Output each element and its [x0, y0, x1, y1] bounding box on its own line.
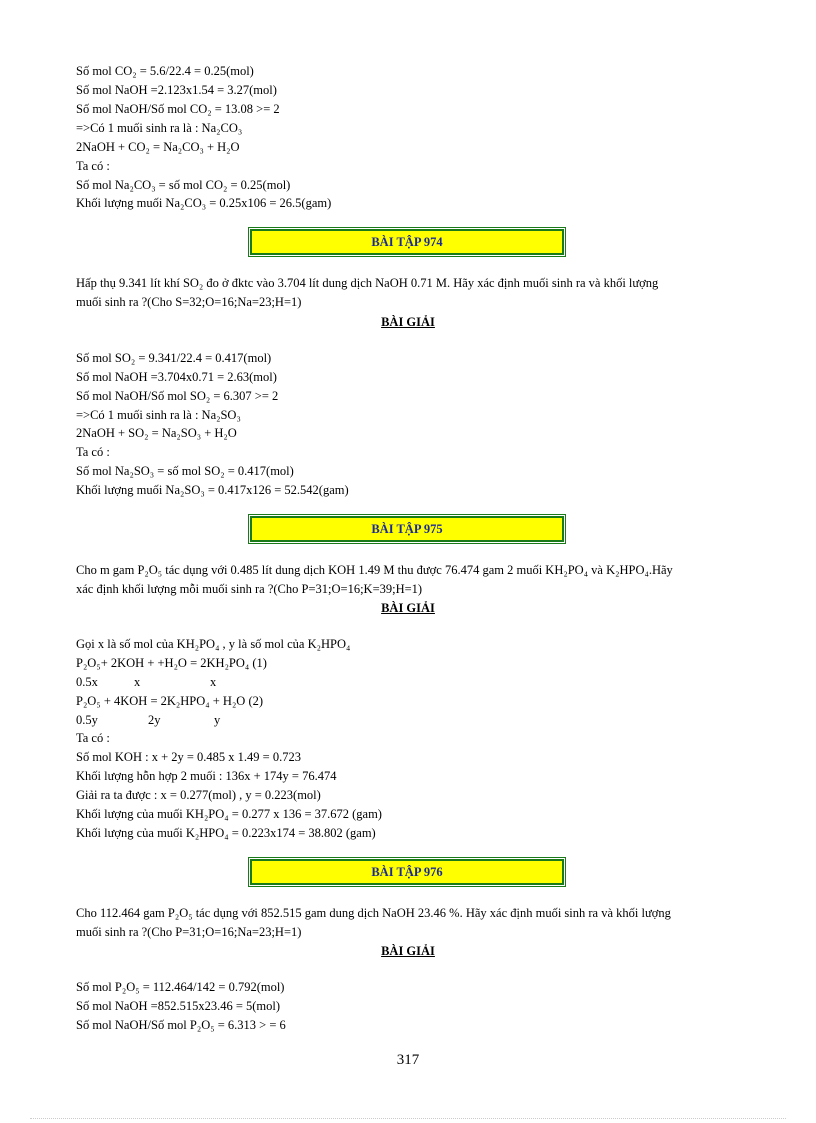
- text-line: 2NaOH + CO₂ = Na₂CO₃ + H₂O: [76, 140, 240, 154]
- text-line: Số mol NaOH =2.123x1.54 = 3.27(mol): [76, 83, 277, 97]
- text-line: Ta có :: [76, 731, 110, 745]
- text-line: Khối lượng muối Na₂SO₃ = 0.417x126 = 52.542(gam): [76, 483, 349, 497]
- question-line: Cho 112.464 gam P₂O₅ tác dụng với 852.515 gam dung dịch NaOH 23.46 %. Hãy xác định muối sinh ra và khối lượng: [76, 906, 671, 920]
- coefficient: 0.5y: [76, 713, 98, 727]
- text-line: Khối lượng của muối KH₂PO₄ = 0.277 x 136 = 37.672 (gam): [76, 807, 382, 821]
- text-line: Số mol NaOH/Số mol CO₂ = 13.08 >= 2: [76, 102, 280, 116]
- solution-heading: BÀI GIẢI: [381, 315, 435, 329]
- page-bottom-divider: [30, 1118, 786, 1119]
- question-line: Cho m gam P₂O₅ tác dụng với 0.485 lít dung dịch KOH 1.49 M thu được 76.474 gam 2 muối KH₂PO₄ và K₂HPO₄.Hãy: [76, 563, 673, 577]
- text-line: Số mol NaOH/Số mol SO₂ = 6.307 >= 2: [76, 389, 279, 403]
- exercise-title-banner: BÀI TẬP 975: [250, 516, 564, 542]
- text-line: Gọi x là số mol của KH₂PO₄ , y là số mol của K₂HPO₄: [76, 637, 351, 651]
- solution-heading: BÀI GIẢI: [381, 601, 435, 615]
- question-line: Hấp thụ 9.341 lít khí SO₂ đo ở đktc vào 3.704 lít dung dịch NaOH 0.71 M. Hãy xác định muối sinh ra và khối lượng: [76, 276, 659, 290]
- text-line: Số mol KOH : x + 2y = 0.485 x 1.49 = 0.723: [76, 750, 301, 764]
- question-line: xác định khối lượng mỗi muối sinh ra ?(Cho P=31;O=16;K=39;H=1): [76, 582, 423, 596]
- text-line: Số mol NaOH =852.515x23.46 = 5(mol): [76, 999, 281, 1013]
- text-line: 2NaOH + SO₂ = Na₂SO₃ + H₂O: [76, 426, 237, 440]
- text-line: Số mol P₂O₅ = 112.464/142 = 0.792(mol): [76, 980, 285, 994]
- page-number: 317: [396, 1052, 420, 1068]
- text-line: =>Có 1 muối sinh ra là : Na₂SO₃: [76, 408, 241, 422]
- question-line: muối sinh ra ?(Cho S=32;O=16;Na=23;H=1): [76, 295, 302, 309]
- text-line: Số mol NaOH =3.704x0.71 = 2.63(mol): [76, 370, 277, 384]
- coefficient: 0.5x: [76, 675, 98, 689]
- text-line: Số mol Na₂SO₃ = số mol SO₂ = 0.417(mol): [76, 464, 294, 478]
- text-line: Khối lượng muối Na₂CO₃ = 0.25x106 = 26.5(gam): [76, 196, 332, 210]
- exercise-title-banner: BÀI TẬP 974: [250, 229, 564, 255]
- text-line: P₂O₅ + 4KOH = 2K₂HPO₄ + H₂O (2): [76, 694, 264, 708]
- text-line: Số mol NaOH/Số mol P₂O₅ = 6.313 > = 6: [76, 1018, 286, 1032]
- text-line: =>Có 1 muối sinh ra là : Na₂CO₃: [76, 121, 243, 135]
- text-line: Số mol Na₂CO₃ = số mol CO₂ = 0.25(mol): [76, 178, 291, 192]
- coefficient: x: [134, 675, 141, 689]
- exercise-title-banner: BÀI TẬP 976: [250, 859, 564, 885]
- text-line: Giải ra ta được : x = 0.277(mol) , y = 0.223(mol): [76, 788, 321, 802]
- question-line: muối sinh ra ?(Cho P=31;O=16;Na=23;H=1): [76, 925, 302, 939]
- coefficient: y: [214, 713, 221, 727]
- text-line: Khối lượng của muối K₂HPO₄ = 0.223x174 = 38.802 (gam): [76, 826, 376, 840]
- coefficient: x: [210, 675, 217, 689]
- text-line: Khối lượng hỗn hợp 2 muối : 136x + 174y = 76.474: [76, 769, 337, 783]
- solution-heading: BÀI GIẢI: [381, 944, 435, 958]
- text-line: Số mol CO₂ = 5.6/22.4 = 0.25(mol): [76, 64, 254, 78]
- text-line: Ta có :: [76, 159, 110, 173]
- text-line: Ta có :: [76, 445, 110, 459]
- text-line: Số mol SO₂ = 9.341/22.4 = 0.417(mol): [76, 351, 272, 365]
- coefficient: 2y: [148, 713, 161, 727]
- text-line: P₂O₅+ 2KOH + +H₂O = 2KH₂PO₄ (1): [76, 656, 267, 670]
